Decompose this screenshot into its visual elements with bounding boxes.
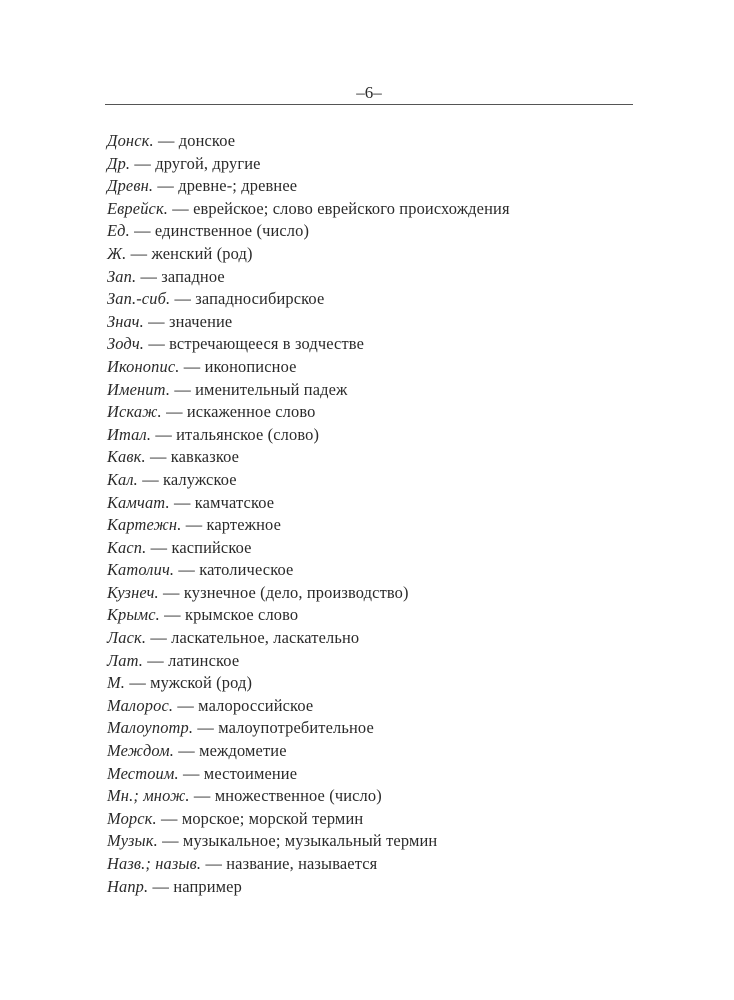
abbreviation-entry (107, 130, 647, 153)
dash: — (197, 718, 214, 738)
abbreviation: Крымс. (107, 605, 160, 625)
abbreviation-entry (107, 650, 647, 673)
abbreviation-entry (107, 266, 647, 289)
abbreviation: Донск. (107, 131, 154, 150)
abbreviation: Ж. (107, 243, 127, 263)
meaning: встречающееся в зодчестве (169, 334, 365, 354)
meaning: музыкальное; музыкальный термин (182, 831, 438, 851)
dash: — (166, 402, 183, 422)
abbreviation-entry (107, 311, 647, 334)
page-number: –6– (356, 83, 382, 102)
abbreviation-entry (107, 379, 647, 402)
abbreviation: Музык. (107, 831, 158, 851)
abbreviation: Зап. (107, 266, 137, 286)
dash: — (174, 289, 192, 309)
abbreviation: Напр. (107, 876, 149, 896)
abbreviation: Еврейск. (107, 198, 169, 218)
dash: — (174, 492, 191, 512)
dash: — (134, 221, 151, 241)
abbreviation-entry (107, 627, 647, 650)
dash: — (164, 605, 181, 625)
dash: — (140, 266, 158, 286)
abbreviation-entry (107, 582, 647, 605)
meaning: искаженное слово (186, 402, 316, 422)
meaning: католическое (199, 560, 294, 580)
dash: — (157, 131, 175, 150)
meaning: множественное (число) (214, 786, 382, 806)
dash: — (148, 311, 165, 331)
abbreviation: Картежн. (107, 515, 182, 535)
dash: — (193, 786, 211, 806)
meaning: западное (161, 266, 225, 286)
abbreviation-entry (107, 672, 647, 695)
abbreviation-entry (107, 198, 647, 221)
abbreviation-entry (107, 333, 647, 356)
abbreviation-entry (107, 175, 647, 198)
abbreviation-entry (107, 717, 647, 740)
abbreviation-entry (107, 153, 647, 176)
dash: — (174, 379, 191, 399)
abbreviation: Зап.-сиб. (107, 289, 171, 309)
dash: — (183, 356, 201, 376)
abbreviation-entry (107, 220, 647, 243)
meaning: кузнечное (дело, производство) (183, 582, 409, 602)
dash: — (152, 876, 170, 896)
abbreviation: Ед. (107, 221, 130, 241)
abbreviation-entry (107, 876, 647, 899)
dash: — (155, 424, 172, 444)
meaning: итальянское (слово) (176, 424, 320, 444)
abbreviation: Касп. (107, 537, 147, 557)
abbreviation-entry (107, 424, 647, 447)
abbreviation: Зодч. (107, 334, 145, 354)
abbreviation: Лат. (107, 650, 144, 670)
dash: — (177, 695, 194, 715)
dash: — (134, 153, 151, 173)
meaning: именительный падеж (195, 379, 348, 399)
abbreviation: Католич. (107, 560, 175, 580)
meaning: женский (род) (151, 243, 253, 263)
dash: — (157, 176, 174, 196)
abbreviation-entry (107, 559, 647, 582)
abbreviation-entry (107, 740, 647, 763)
meaning: латинское (168, 650, 240, 670)
abbreviation: Искаж. (107, 402, 162, 422)
meaning: калужское (162, 469, 237, 489)
abbreviation-entry (107, 514, 647, 537)
abbreviation: Ласк. (107, 628, 147, 648)
dash: — (129, 673, 146, 693)
abbreviation-entry (107, 785, 647, 808)
abbreviation-entry (107, 763, 647, 786)
abbreviation-entry (107, 243, 647, 266)
abbreviation-entry (107, 830, 647, 853)
meaning: картежное (206, 515, 282, 535)
abbreviation: Местоим. (107, 763, 179, 783)
header-rule (105, 104, 633, 105)
abbreviation-entry (107, 604, 647, 627)
dash: — (142, 469, 159, 489)
abbreviation: Морск. (107, 808, 157, 828)
meaning: морское; морской термин (181, 808, 364, 828)
abbreviation-entry (107, 356, 647, 379)
meaning: местоимение (203, 763, 298, 783)
abbreviation: Иконопис. (107, 356, 180, 376)
meaning: малороссийское (198, 695, 314, 715)
abbreviation-entry (107, 446, 647, 469)
dash: — (163, 582, 180, 602)
abbreviation-entry (107, 492, 647, 515)
abbreviation: Назв.; назыв. (107, 854, 202, 873)
dash: — (149, 447, 167, 467)
abbreviation-entry (107, 695, 647, 718)
abbreviation: Кал. (107, 469, 138, 489)
abbreviation-entry (107, 401, 647, 424)
meaning: значение (168, 311, 233, 331)
meaning: ласкательное, ласкательно (171, 628, 360, 648)
meaning: иконописное (204, 356, 297, 376)
dash: — (178, 560, 195, 580)
meaning: еврейское; слово еврейского происхождения (193, 198, 510, 218)
page-header (105, 84, 633, 108)
abbreviation-entry (107, 808, 647, 831)
dash: — (161, 808, 178, 828)
dash: — (147, 650, 164, 670)
meaning: название, называется (226, 854, 378, 873)
abbreviation-list (107, 130, 647, 898)
meaning: крымское слово (184, 605, 299, 625)
abbreviation-entry (107, 853, 647, 876)
abbreviation: Итал. (107, 424, 152, 444)
meaning: донское (178, 131, 236, 150)
abbreviation: Междом. (107, 741, 175, 761)
abbreviation-entry (107, 288, 647, 311)
dash: — (183, 763, 200, 783)
dash: — (205, 854, 222, 873)
meaning: камчатское (194, 492, 275, 512)
abbreviation-entry (107, 537, 647, 560)
abbreviation: Малоупотр. (107, 718, 194, 738)
dash: — (172, 198, 189, 218)
abbreviation: Мн.; множ. (107, 786, 190, 806)
dash: — (150, 628, 167, 648)
meaning: междометие (199, 741, 287, 761)
abbreviation: Малорос. (107, 695, 174, 715)
meaning: мужской (род) (150, 673, 253, 693)
abbreviation: Именит. (107, 379, 171, 399)
meaning: западносибирское (195, 289, 325, 309)
meaning: кавказкое (170, 447, 240, 467)
abbreviation: Древн. (107, 176, 154, 196)
abbreviation: Знач. (107, 311, 144, 331)
abbreviation: М. (107, 673, 126, 693)
meaning: единственное (число) (154, 221, 310, 241)
abbreviation: Др. (107, 153, 131, 173)
meaning: например (173, 876, 242, 896)
dash: — (178, 741, 195, 761)
dash: — (162, 831, 179, 851)
dash: — (185, 515, 203, 535)
abbreviation-entry (107, 469, 647, 492)
dash: — (150, 537, 168, 557)
meaning: малоупотребительное (218, 718, 374, 738)
abbreviation: Кузнеч. (107, 582, 159, 602)
dash: — (130, 243, 148, 263)
meaning: другой, другие (155, 153, 261, 173)
abbreviation: Кавк. (107, 447, 146, 467)
dash: — (148, 334, 165, 354)
meaning: каспийское (171, 537, 252, 557)
meaning: древне-; древнее (178, 176, 298, 196)
abbreviation: Камчат. (107, 492, 170, 512)
